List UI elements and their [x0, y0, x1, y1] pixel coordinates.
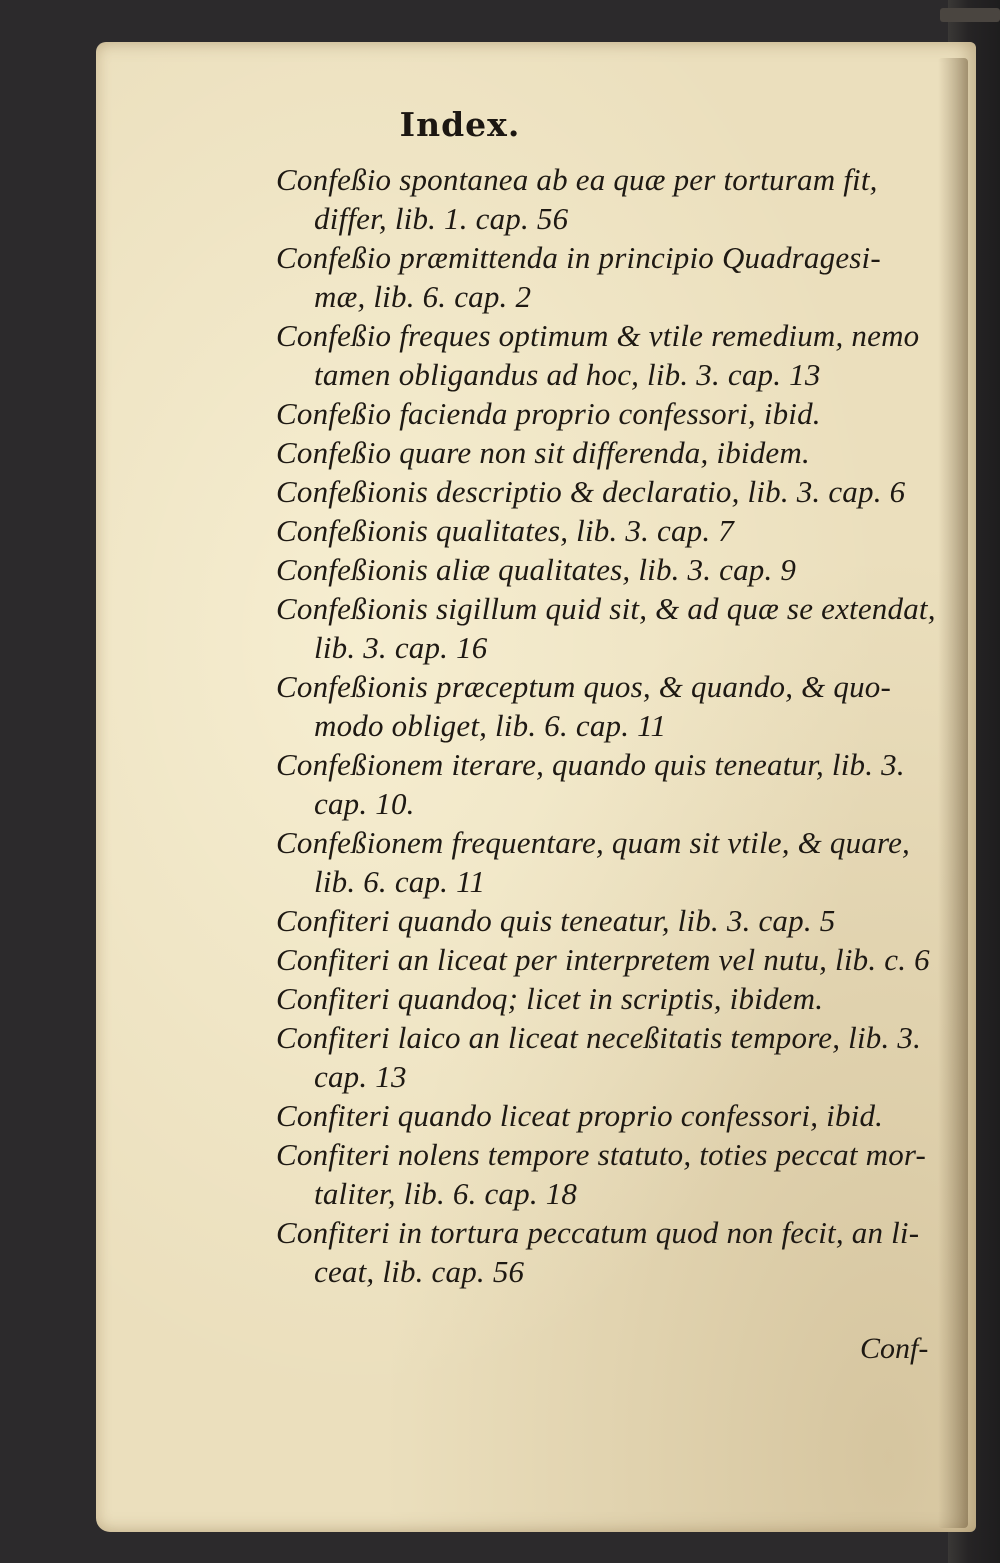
- index-entry-continuation: cap. 10.: [314, 786, 415, 821]
- index-entry: [276, 901, 956, 940]
- page-heading: [0, 105, 1000, 144]
- index-entry: [276, 316, 956, 394]
- index-entry-continuation: taliter, lib. 6. cap. 18: [314, 1176, 578, 1211]
- index-entry-text: Confeßio quare non sit differenda, ibidem.: [276, 435, 810, 470]
- index-entry: [276, 433, 956, 472]
- index-entry-text: Confiteri in tortura peccatum quod non fecit, an li-: [276, 1215, 920, 1250]
- index-entry-text: Confeßionis aliæ qualitates, lib. 3. cap. 9: [276, 552, 797, 587]
- index-entry-text: Confeßio præmittenda in principio Quadragesi-: [276, 240, 881, 275]
- index-entry: [276, 238, 956, 316]
- index-entry-text: Confeßio spontanea ab ea quæ per torturam fit,: [276, 162, 878, 197]
- index-entry-text: Confeßionis præceptum quos, & quando, & quo-: [276, 669, 892, 704]
- index-entry-text: Confeßio freques optimum & vtile remedium, nemo: [276, 318, 920, 353]
- index-entry-continuation: lib. 6. cap. 11: [314, 864, 486, 899]
- catchword: Conf-: [860, 1332, 929, 1365]
- index-entry-text: Confiteri an liceat per interpretem vel nutu, lib. c. 6: [276, 942, 930, 977]
- index-entry-text: Confeßionis qualitates, lib. 3. cap. 7: [276, 513, 734, 548]
- index-entry: [276, 940, 956, 979]
- index-entry-text: Confeßionem frequentare, quam sit vtile, & quare,: [276, 825, 911, 860]
- index-entry: [276, 979, 956, 1018]
- index-entry-text: Confiteri quando quis teneatur, lib. 3. cap. 5: [276, 903, 836, 938]
- index-entry-continuation: cap. 13: [314, 1059, 407, 1094]
- index-entry-continuation: ceat, lib. cap. 56: [314, 1254, 525, 1289]
- index-entry: [276, 394, 956, 433]
- index-entry: [276, 472, 956, 511]
- index-entry-continuation: tamen obligandus ad hoc, lib. 3. cap. 13: [314, 357, 821, 392]
- page-heading-text: Index.: [399, 105, 521, 144]
- index-entry-continuation: lib. 3. cap. 16: [314, 630, 488, 665]
- index-entry: [276, 1213, 956, 1291]
- index-entry-text: Confeßionis sigillum quid sit, & ad quæ se extendat,: [276, 591, 936, 626]
- book-strap: [940, 8, 1000, 22]
- index-entry-continuation: modo obliget, lib. 6. cap. 11: [314, 708, 667, 743]
- index-entry: [276, 823, 956, 901]
- index-entry-text: Confeßionis descriptio & declaratio, lib. 3. cap. 6: [276, 474, 906, 509]
- index-entry: [276, 550, 956, 589]
- index-entry-text: Confiteri nolens tempore statuto, toties peccat mor-: [276, 1137, 927, 1172]
- index-entry: [276, 511, 956, 550]
- index-entries: [276, 160, 956, 1291]
- index-entry: [276, 589, 956, 667]
- index-entry-text: Confiteri laico an liceat neceßitatis tempore, lib. 3.: [276, 1020, 922, 1055]
- index-entry: [276, 667, 956, 745]
- index-entry-continuation: differ, lib. 1. cap. 56: [314, 201, 569, 236]
- index-entry: [276, 1135, 956, 1213]
- index-entry: [276, 745, 956, 823]
- index-entry: [276, 1096, 956, 1135]
- index-entry-text: Confiteri quandoq; licet in scriptis, ibidem.: [276, 981, 824, 1016]
- index-entry-continuation: mæ, lib. 6. cap. 2: [314, 279, 532, 314]
- index-entry-text: Confeßionem iterare, quando quis teneatur, lib. 3.: [276, 747, 905, 782]
- index-entry: [276, 1018, 956, 1096]
- index-entry-text: Confiteri quando liceat proprio confessori, ibid.: [276, 1098, 884, 1133]
- index-entry: [276, 160, 956, 238]
- index-entry-text: Confeßio facienda proprio confessori, ibid.: [276, 396, 821, 431]
